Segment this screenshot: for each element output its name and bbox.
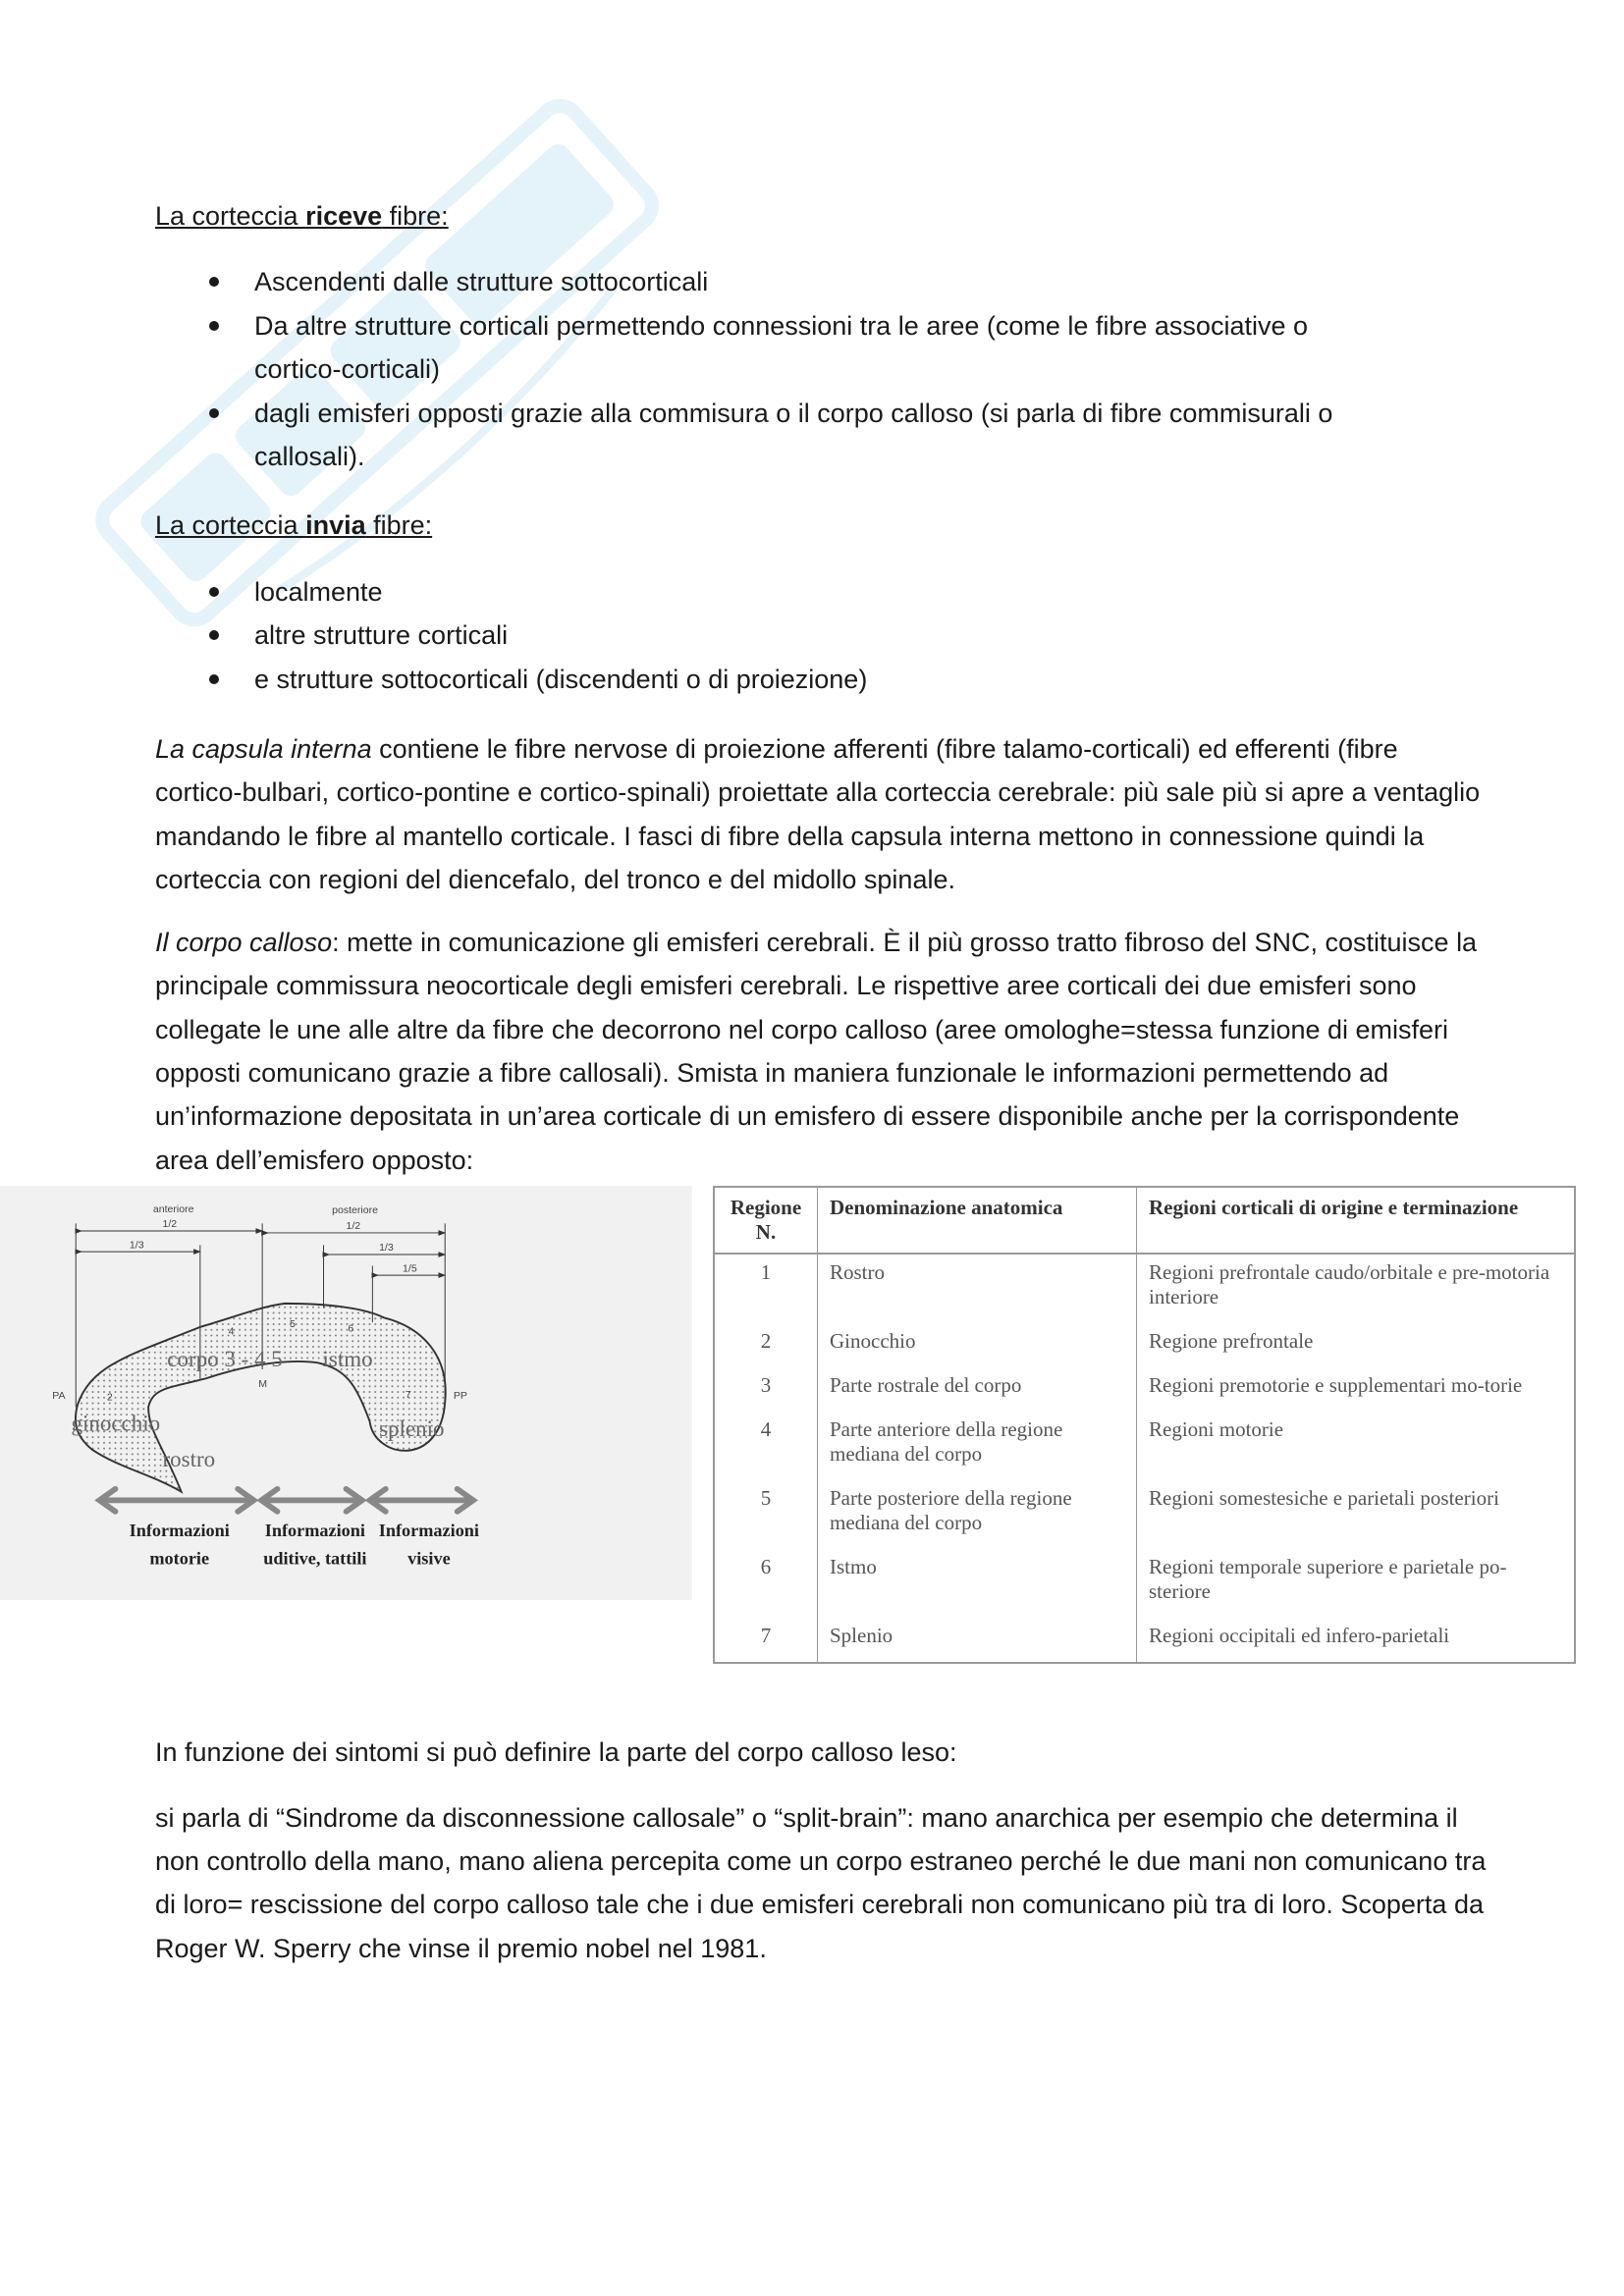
cell: Istmo [818, 1549, 1137, 1618]
heading-bold: riceve [305, 201, 383, 231]
paragraph-text: : mette in comunicazione gli emisferi cerebrali. È il più grosso tratto fibroso del SNC, costituisce la principale commissura neocorticale degli emisferi cerebrali. Le rispettive aree corticali dei due emisferi sono collegate le une alle altre da fibre che decorrono nel corpo calloso (aree omologhe=stessa funzione di emisferi opposti comunicano grazie a fibre callosali). Smista in maniera funzionale le informazioni permettendo ad un’informazione depositata in un’area corticale di un emisfero di essere disponibile anche per la corrispondente area dell’emisfero opposto: [155, 927, 1478, 1175]
label-pp: PP [453, 1389, 467, 1402]
bullet-list-send [155, 570, 1490, 701]
heading-send [155, 504, 1490, 547]
label-n7: 7 [405, 1388, 411, 1401]
label-posteriore: posteriore [332, 1203, 379, 1216]
section-receive [155, 194, 1490, 478]
cell: Ginocchio [818, 1323, 1137, 1367]
heading-receive [155, 194, 1490, 238]
label-m: M [258, 1378, 268, 1391]
label-info-uditive: Informazioni [264, 1520, 365, 1540]
label-n6: 6 [348, 1322, 354, 1335]
header-denomination: Denominazione anatomica [818, 1187, 1137, 1254]
cell: 3 [714, 1367, 818, 1412]
cell: 6 [714, 1549, 818, 1618]
heading-text: fibre: [365, 510, 433, 541]
cell: Regioni somestesiche e parietali posteriori [1149, 1486, 1499, 1511]
section-send [155, 504, 1490, 701]
paragraph-text: contiene le fibre nervose di proiezione afferenti (fibre talamo-corticali) ed efferenti (fibre cortico-bulbari, cortico-pontine e cortico-spinali) proiettate alla corteccia cerebrale: più sale più si apre a ventaglio mandando le fibre al mantello corticale. I fasci di fibre della capsula interna mettono in connessione quindi la corteccia con regioni del diencefalo, del tronco e del midollo spinale. [155, 734, 1481, 895]
table-row [714, 1254, 1575, 1323]
label-info-motorie: motorie [149, 1548, 210, 1569]
heading-text: La corteccia [155, 510, 306, 541]
table-row [714, 1323, 1575, 1367]
label-corpo: corpo 3 - 4 5 [167, 1346, 283, 1372]
table-row [714, 1412, 1575, 1480]
table-header-row [714, 1187, 1575, 1254]
label-n5: 5 [289, 1317, 296, 1330]
heading-text: La corteccia [155, 201, 306, 231]
table-row [714, 1480, 1575, 1549]
cell: Regione prefrontale [1149, 1329, 1314, 1354]
label-rostro: rostro [162, 1445, 216, 1471]
label-half-anterior: 1/2 [162, 1218, 178, 1231]
label-third-anterior: 1/3 [129, 1239, 144, 1252]
cell: 4 [714, 1412, 818, 1480]
bullet-list-receive [155, 260, 1490, 478]
label-half-posterior: 1/2 [346, 1220, 361, 1233]
cell: 1 [714, 1254, 818, 1323]
cell: Rostro [818, 1254, 1137, 1323]
label-fifth-posterior: 1/5 [403, 1262, 417, 1275]
list-item: Da altre strutture corticali permettendo connessioni tra le aree (come le fibre associative o cortico-corticali) [155, 304, 1490, 392]
table-row [714, 1367, 1575, 1412]
list-item: Ascendenti dalle strutture sottocorticali [155, 260, 1490, 303]
cell: 5 [714, 1480, 818, 1549]
list-item: dagli emisferi opposti grazie alla commisura o il corpo calloso (si parla di fibre commisurali o callosali). [155, 392, 1490, 479]
label-istmo: istmo [322, 1346, 373, 1372]
cell: 7 [714, 1618, 818, 1663]
label-n2: 2 [106, 1391, 113, 1404]
label-third-posterior: 1/3 [379, 1242, 394, 1255]
table-row [714, 1618, 1575, 1663]
label-info-visive: visive [407, 1548, 451, 1569]
paragraph-corpo-calloso [155, 921, 1490, 1182]
header-region: Regione N. [714, 1187, 818, 1254]
label-splenio: splenio [379, 1415, 445, 1442]
header-cortical-regions: Regioni corticali di origine e terminazione [1137, 1187, 1576, 1254]
cell: Regioni occipitali ed infero-parietali [1149, 1624, 1450, 1648]
heading-text: fibre: [382, 201, 449, 231]
table-row [714, 1549, 1575, 1618]
label-info-uditive: uditive, tattili [263, 1548, 367, 1569]
regions-table [713, 1186, 1576, 1664]
list-item: localmente [155, 570, 1490, 614]
heading-bold: invia [305, 510, 366, 541]
paragraph-capsula [155, 727, 1490, 902]
label-anteriore: anteriore [152, 1202, 194, 1215]
paragraph-sintomi: In funzione dei sintomi si può definire la parte del corpo calloso leso: [155, 1737, 957, 1768]
corpus-callosum-diagram [0, 1186, 692, 1600]
cell: Regioni motorie [1149, 1417, 1284, 1442]
cell: Splenio [818, 1618, 1137, 1663]
label-pa: PA [52, 1389, 66, 1402]
paragraph-split-brain: si parla di “Sindrome da disconnessione callosale” o “split-brain”: mano anarchica per esempio che determina il non controllo della mano, mano aliena percepita come un corpo estraneo perché le due mani non comunicano tra di loro= rescissione del corpo calloso tale che i due emisferi cerebrali non comunicano più tra di loro. Scoperta da Roger W. Sperry che vinse il premio nobel nel 1981. [155, 1802, 1487, 1963]
term: La capsula interna [155, 734, 372, 765]
cell: Parte anteriore della regione mediana del corpo [818, 1412, 1137, 1480]
term: Il corpo calloso [155, 927, 333, 957]
label-info-motorie: Informazioni [129, 1520, 230, 1540]
figure-row [0, 1186, 1624, 1664]
label-info-visive: Informazioni [378, 1520, 480, 1540]
label-n4: 4 [228, 1325, 235, 1338]
cell: Regioni temporale superiore e parietale po-steriore [1149, 1555, 1507, 1604]
cell: 2 [714, 1323, 818, 1367]
cell: Parte posteriore della regione mediana del corpo [818, 1480, 1137, 1549]
cell: Parte rostrale del corpo [818, 1367, 1137, 1412]
label-ginocchio: ginocchio [71, 1410, 161, 1436]
cell: Regioni prefrontale caudo/orbitale e pre-motoria interiore [1149, 1260, 1550, 1309]
cell: Regioni premotorie e supplementari mo-torie [1149, 1373, 1523, 1398]
list-item: altre strutture corticali [155, 614, 1490, 657]
list-item: e strutture sottocorticali (discendenti o di proiezione) [155, 658, 1490, 701]
